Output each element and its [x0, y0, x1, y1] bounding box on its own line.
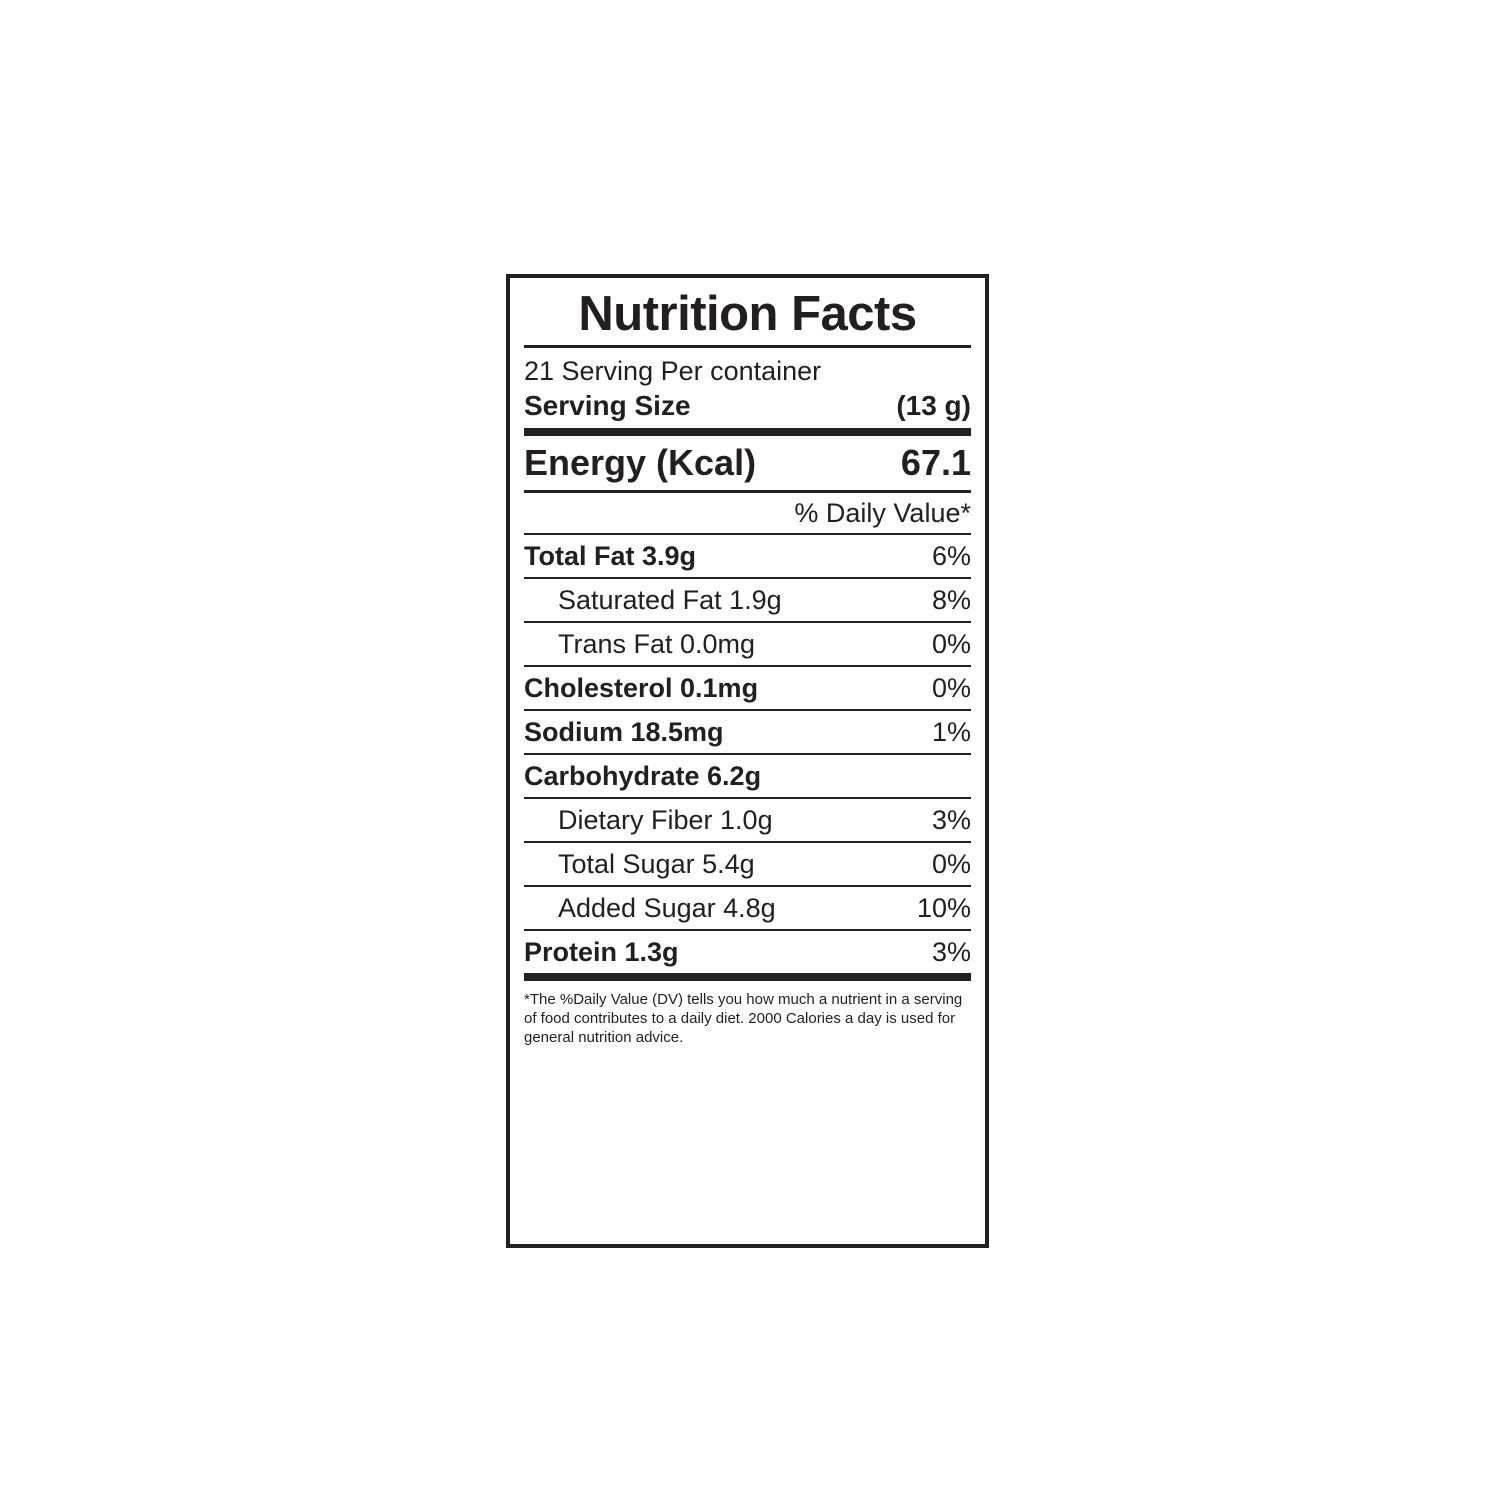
nutrient-daily-value: 3% [931, 937, 971, 968]
nutrient-label: Carbohydrate 6.2g [524, 760, 762, 791]
nutrient-label: Dietary Fiber 1.0g [558, 804, 773, 835]
nutrition-facts-label [506, 274, 989, 1248]
nutrient-row [524, 667, 971, 711]
nutrient-row [524, 623, 971, 667]
energy-value: 67.1 [900, 442, 971, 484]
nutrient-label: Saturated Fat 1.9g [558, 584, 782, 615]
nutrient-row [524, 579, 971, 623]
nutrient-label: Added Sugar 4.8g [558, 893, 776, 924]
nutrient-daily-value: 3% [931, 804, 971, 835]
nutrient-row [524, 931, 971, 981]
nutrient-row [524, 755, 971, 799]
energy-label: Energy (Kcal) [524, 442, 757, 484]
serving-size-row [524, 388, 971, 436]
nutrient-label: Cholesterol 0.1mg [524, 672, 759, 703]
servings-per-container: 21 Serving Per container [524, 356, 822, 386]
nutrient-daily-value: 0% [931, 848, 971, 879]
nutrient-label: Protein 1.3g [524, 937, 679, 968]
label-title: Nutrition Facts [524, 278, 971, 348]
nutrient-row [524, 843, 971, 887]
footnote: *The %Daily Value (DV) tells you how much a nutrient in a serving of food contributes to a daily diet. 2000 Calories a day is used for general nutrition advice. [524, 991, 963, 1046]
nutrient-daily-value: 0% [931, 672, 971, 703]
nutrient-label: Total Fat 3.9g [524, 540, 697, 571]
nutrient-row [524, 799, 971, 843]
nutrient-label: Trans Fat 0.0mg [558, 628, 756, 659]
energy-row [524, 436, 971, 493]
serving-size-value: (13 g) [896, 390, 971, 422]
nutrient-daily-value: 1% [931, 716, 971, 747]
nutrient-row [524, 535, 971, 579]
nutrient-daily-value: 6% [931, 540, 971, 571]
nutrient-daily-value: 8% [931, 584, 971, 615]
nutrient-label: Total Sugar 5.4g [558, 848, 755, 879]
nutrient-daily-value: 10% [916, 893, 971, 924]
nutrient-row [524, 711, 971, 755]
daily-value-header: % Daily Value* [524, 493, 971, 535]
nutrient-daily-value: 0% [931, 628, 971, 659]
nutrient-row [524, 887, 971, 931]
nutrient-label: Sodium 18.5mg [524, 716, 724, 747]
serving-size-label: Serving Size [524, 390, 691, 422]
nutrient-rows [524, 535, 971, 981]
nutrition-facts-inner [510, 278, 985, 1244]
